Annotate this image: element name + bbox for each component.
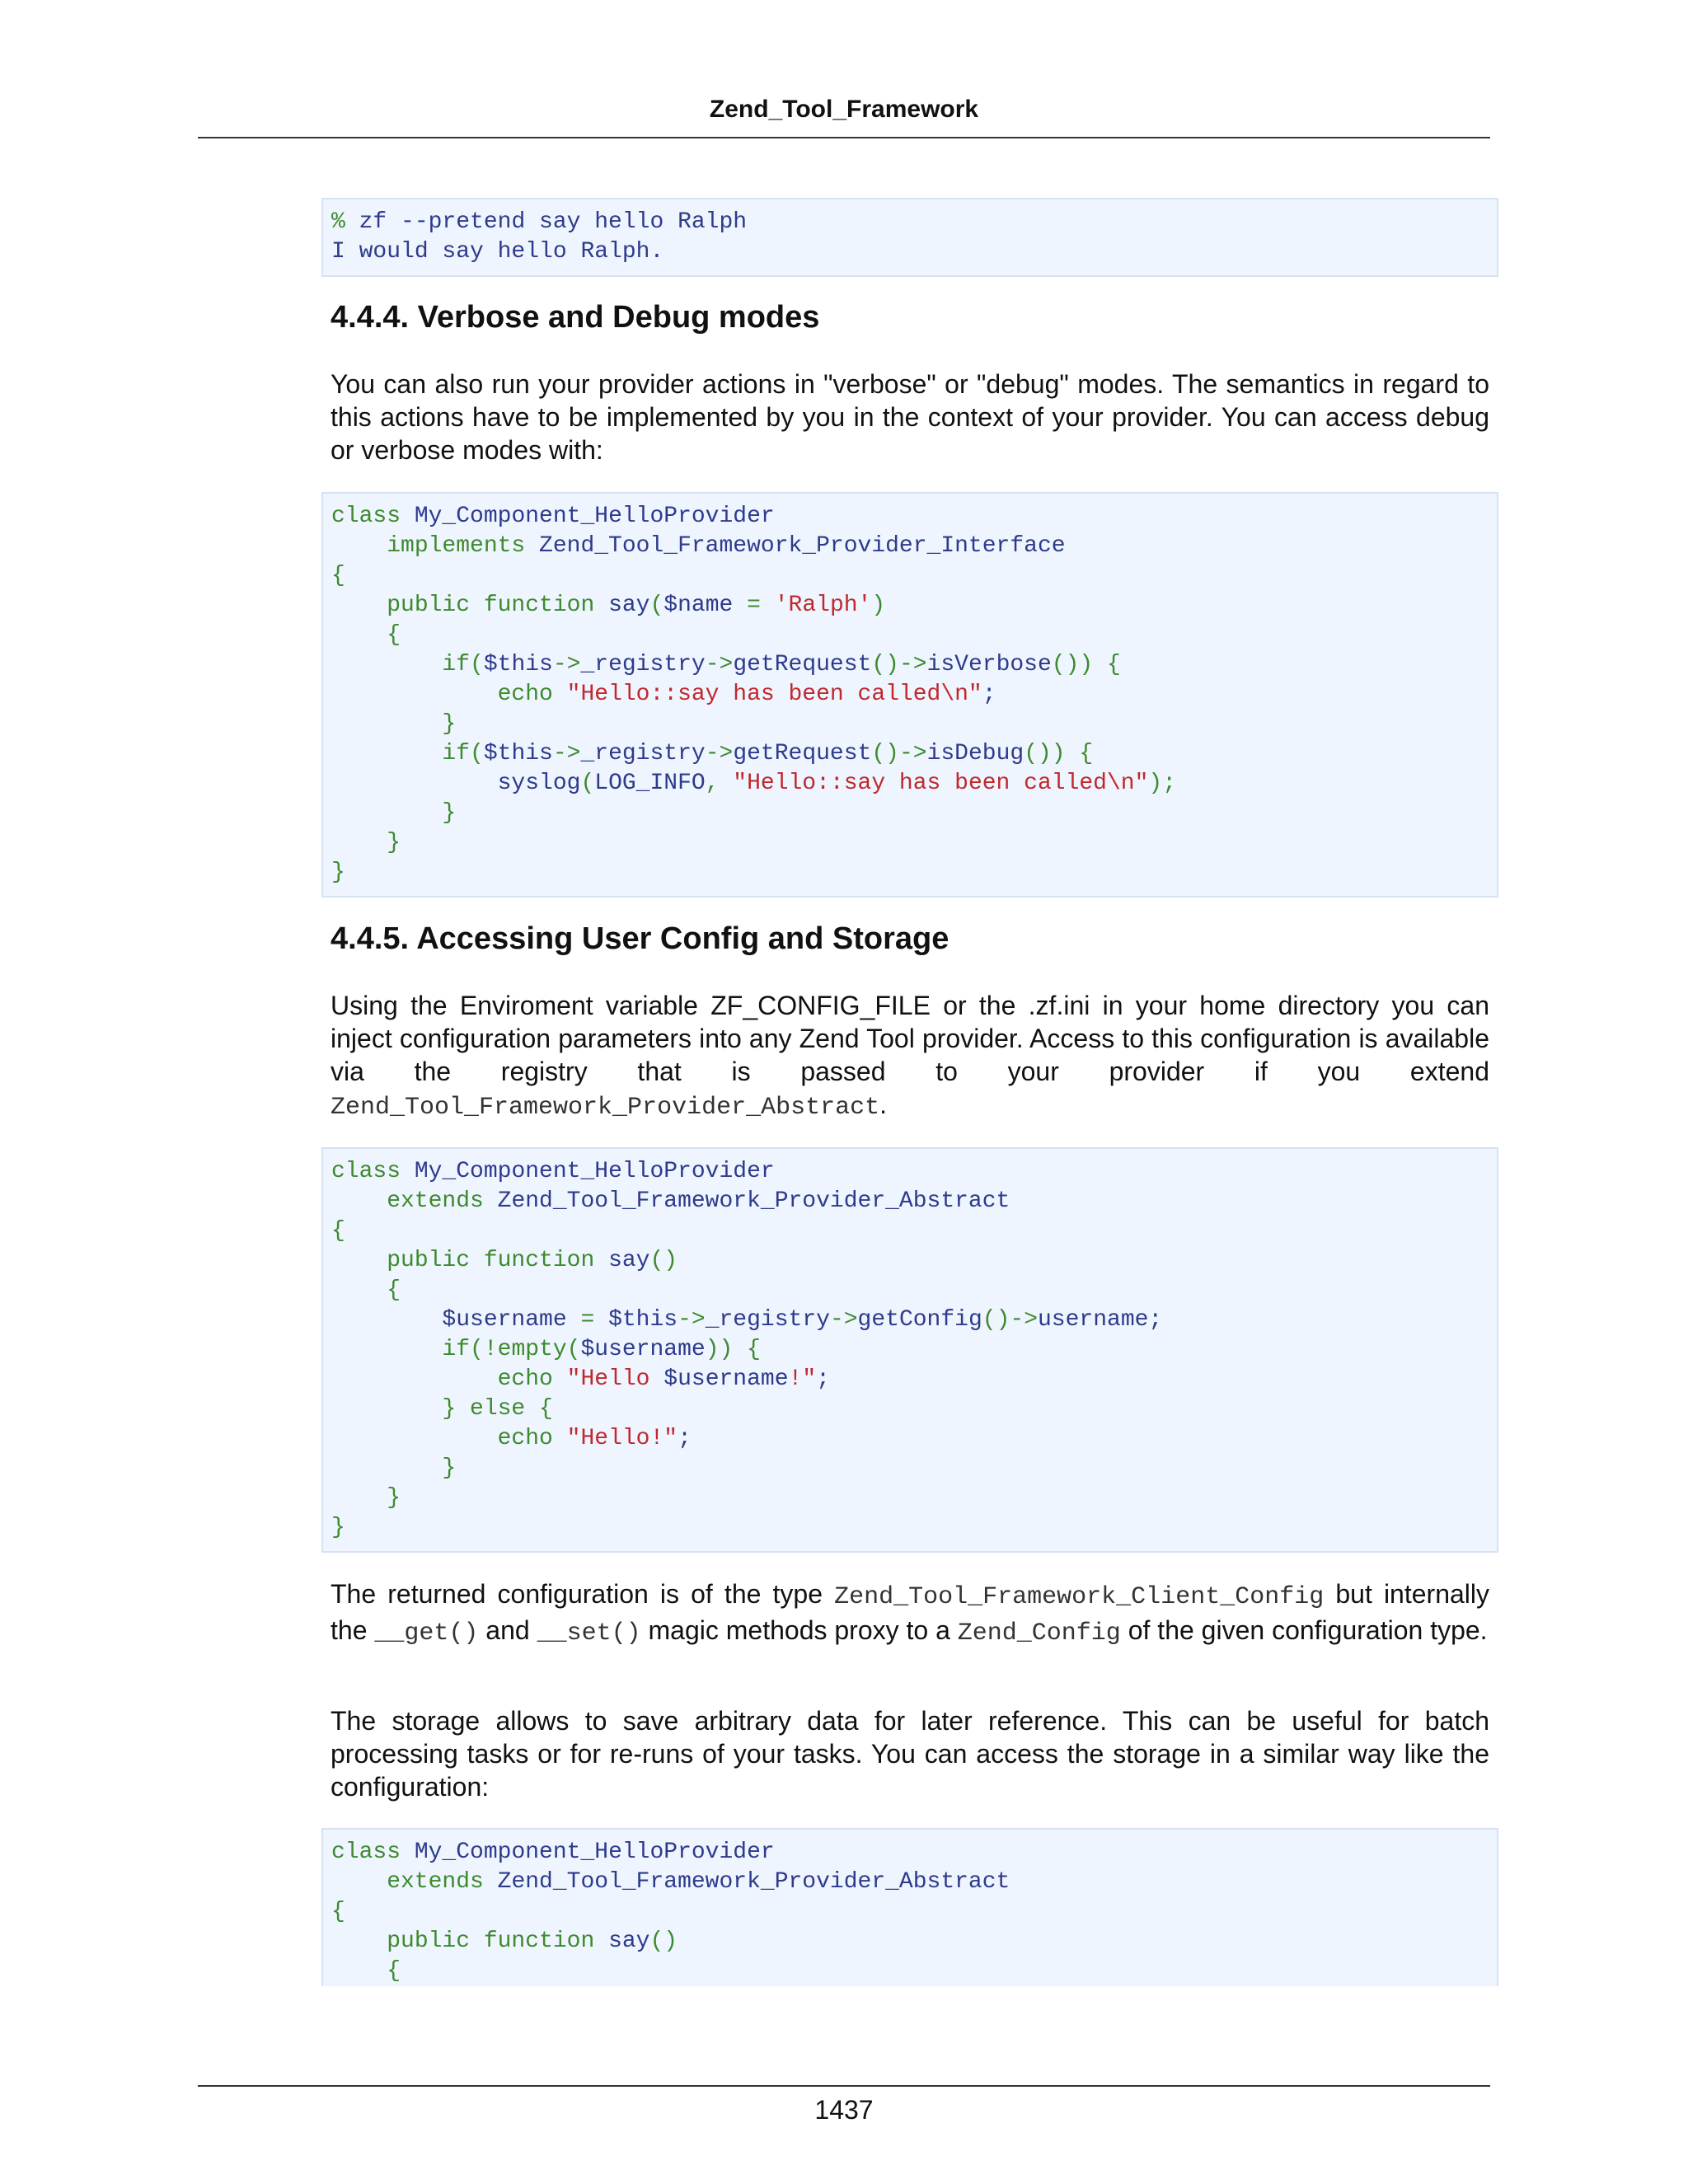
paragraph-storage: The storage allows to save arbitrary data for later reference. This can be useful for batch processing tasks or for re-runs of your tasks. You can access the storage in a similar way like the configuration: bbox=[331, 1706, 1489, 1802]
code-token: empty bbox=[497, 1337, 567, 1362]
code-token: LOG_INFO bbox=[594, 771, 706, 796]
code-token: Zend_Tool_Framework_Provider_Interface bbox=[539, 533, 1066, 559]
code-token: { bbox=[331, 1899, 345, 1924]
code-token: public function bbox=[331, 1248, 609, 1273]
code-block-verbose-debug bbox=[321, 492, 1498, 898]
paragraph-user-config-end: . bbox=[879, 1090, 887, 1119]
code-block-pretend bbox=[321, 198, 1498, 277]
code-token: _registry bbox=[580, 652, 706, 677]
code-token: } else { bbox=[331, 1396, 553, 1422]
inline-code-provider-abstract: Zend_Tool_Framework_Provider_Abstract bbox=[331, 1094, 880, 1122]
code-token: } bbox=[331, 1485, 401, 1511]
code-line bbox=[331, 1246, 1489, 1276]
code-token: { bbox=[331, 1958, 401, 1984]
code-line bbox=[331, 1897, 1489, 1927]
code-token: ()-> bbox=[982, 1307, 1038, 1333]
section-heading-verbose-debug: 4.4.4. Verbose and Debug modes bbox=[331, 300, 820, 335]
code-token: ; bbox=[982, 682, 996, 707]
code-token: isVerbose bbox=[926, 652, 1052, 677]
code-block-user-config bbox=[321, 1147, 1498, 1553]
code-token: public function bbox=[331, 1929, 609, 1954]
code-token: } bbox=[331, 1515, 345, 1540]
code-token: = bbox=[566, 1307, 609, 1333]
code-token: getRequest bbox=[733, 652, 872, 677]
code-token: getRequest bbox=[733, 741, 872, 766]
code-line bbox=[331, 1157, 1489, 1187]
paragraph-returned-config-text-5: of the given configuration type. bbox=[1120, 1615, 1488, 1645]
code-token: $username bbox=[331, 1307, 567, 1333]
code-line bbox=[331, 769, 1489, 799]
code-token: ; bbox=[678, 1426, 692, 1451]
code-token: class bbox=[331, 1840, 415, 1865]
code-line bbox=[331, 680, 1489, 710]
code-token: "Hello bbox=[566, 1366, 664, 1392]
page-number: 1437 bbox=[814, 2095, 874, 2125]
code-token: $this bbox=[483, 741, 553, 766]
code-line bbox=[331, 828, 1489, 858]
code-token: { bbox=[331, 1277, 401, 1303]
code-token: extends bbox=[331, 1869, 498, 1895]
code-token: ()) { bbox=[1024, 741, 1094, 766]
code-token: getConfig bbox=[857, 1307, 982, 1333]
code-line bbox=[331, 799, 1489, 828]
code-token: ()-> bbox=[871, 741, 927, 766]
code-token: if(! bbox=[331, 1337, 498, 1362]
code-line bbox=[331, 1868, 1489, 1897]
code-line bbox=[331, 1424, 1489, 1454]
paragraph-user-config bbox=[331, 989, 1489, 1124]
code-token: implements bbox=[331, 533, 540, 559]
code-token: -> bbox=[678, 1307, 706, 1333]
running-header-title: Zend_Tool_Framework bbox=[709, 96, 979, 123]
code-token: { bbox=[331, 622, 401, 648]
code-token: $this bbox=[483, 652, 553, 677]
code-token: , bbox=[705, 771, 734, 796]
code-token: class bbox=[331, 1159, 415, 1184]
code-token: { bbox=[331, 563, 345, 588]
inline-code-client-config: Zend_Tool_Framework_Client_Config bbox=[834, 1583, 1325, 1611]
code-token: Zend_Tool_Framework_Provider_Abstract bbox=[497, 1869, 1010, 1895]
code-token: -> bbox=[705, 652, 734, 677]
code-line bbox=[331, 502, 1489, 532]
code-token: class bbox=[331, 504, 415, 529]
code-token: public function bbox=[331, 593, 609, 618]
code-block-storage bbox=[321, 1828, 1498, 1986]
code-token: { bbox=[331, 1218, 345, 1244]
paragraph-user-config-text: Using the Enviroment variable ZF_CONFIG_FILE or the .zf.ini in your home directory you can inject configuration parameters into any Zend Tool provider. Access to this configuration is available via the registry that is passed to your provider if you extend bbox=[331, 991, 1489, 1086]
header-rule bbox=[198, 137, 1490, 138]
code-token: ( bbox=[580, 771, 595, 796]
paragraph-returned-config-text-4: magic methods proxy to a bbox=[640, 1615, 958, 1645]
code-token: ) bbox=[871, 593, 886, 618]
code-token: $username bbox=[663, 1366, 789, 1392]
code-token: echo bbox=[331, 1366, 567, 1392]
code-token: _registry bbox=[705, 1307, 830, 1333]
code-token: ()) { bbox=[1051, 652, 1121, 677]
code-token: ()-> bbox=[871, 652, 927, 677]
paragraph-returned-config bbox=[331, 1577, 1489, 1650]
code-line bbox=[331, 532, 1489, 561]
code-token: ( bbox=[566, 1337, 581, 1362]
inline-code-get: __get() bbox=[374, 1619, 479, 1647]
code-token: syslog bbox=[331, 771, 581, 796]
code-token: ); bbox=[1148, 771, 1176, 796]
code-token: My_Component_HelloProvider bbox=[414, 1159, 775, 1184]
code-token: $username bbox=[580, 1337, 706, 1362]
code-token: "Hello::say has been called\n" bbox=[733, 771, 1149, 796]
code-line bbox=[331, 561, 1489, 591]
code-token: $this bbox=[608, 1307, 678, 1333]
code-line bbox=[331, 858, 1489, 888]
code-token: -> bbox=[552, 741, 581, 766]
code-line bbox=[331, 1365, 1489, 1394]
code-token: } bbox=[331, 860, 345, 885]
code-token: _registry bbox=[580, 741, 706, 766]
code-token: = bbox=[733, 593, 775, 618]
code-token: } bbox=[331, 1455, 457, 1481]
code-line bbox=[331, 208, 1489, 237]
code-token: isDebug bbox=[926, 741, 1025, 766]
inline-code-zend-config: Zend_Config bbox=[957, 1619, 1121, 1647]
code-line bbox=[331, 1454, 1489, 1483]
code-token: zf --pretend say hello Ralph bbox=[359, 209, 748, 235]
code-token: )) { bbox=[705, 1337, 761, 1362]
paragraph-returned-config-text-1: The returned configuration is of the type bbox=[331, 1579, 835, 1609]
code-token: say bbox=[608, 593, 650, 618]
code-token: My_Component_HelloProvider bbox=[414, 504, 775, 529]
code-token: } bbox=[331, 711, 457, 737]
paragraph-returned-config-text-3: and bbox=[478, 1615, 537, 1645]
code-token: } bbox=[331, 800, 457, 826]
code-line bbox=[331, 710, 1489, 739]
code-token: $name bbox=[663, 593, 734, 618]
code-line bbox=[331, 1335, 1489, 1365]
code-token: My_Component_HelloProvider bbox=[414, 1840, 775, 1865]
code-line bbox=[331, 1838, 1489, 1868]
code-line bbox=[331, 1394, 1489, 1424]
code-token: "Hello!" bbox=[566, 1426, 678, 1451]
code-token: } bbox=[331, 830, 401, 855]
code-token: I would say hello Ralph. bbox=[331, 239, 664, 265]
code-token: -> bbox=[552, 652, 581, 677]
code-line bbox=[331, 1927, 1489, 1957]
code-token: username; bbox=[1038, 1307, 1163, 1333]
code-token: echo bbox=[331, 1426, 567, 1451]
code-token: say bbox=[608, 1929, 650, 1954]
code-token: () bbox=[649, 1929, 678, 1954]
code-line bbox=[331, 237, 1489, 267]
code-line bbox=[331, 1187, 1489, 1216]
code-line bbox=[331, 621, 1489, 650]
code-token: !" bbox=[788, 1366, 817, 1392]
code-line bbox=[331, 1216, 1489, 1246]
code-line bbox=[331, 650, 1489, 680]
code-line bbox=[331, 1513, 1489, 1543]
code-token: Zend_Tool_Framework_Provider_Abstract bbox=[497, 1188, 1010, 1214]
footer-rule bbox=[198, 2085, 1490, 2087]
code-token: if( bbox=[331, 652, 484, 677]
code-line bbox=[331, 1957, 1489, 1986]
code-token: % bbox=[331, 209, 359, 235]
paragraph-returned-config-text-2: but internally the bbox=[331, 1579, 1490, 1645]
code-token: -> bbox=[829, 1307, 858, 1333]
code-line bbox=[331, 739, 1489, 769]
code-token: () bbox=[649, 1248, 678, 1273]
code-line bbox=[331, 1276, 1489, 1305]
inline-code-set: __set() bbox=[537, 1619, 641, 1647]
code-token: "Hello::say has been called\n" bbox=[566, 682, 982, 707]
section-heading-user-config: 4.4.5. Accessing User Config and Storage bbox=[331, 921, 950, 956]
code-token: 'Ralph' bbox=[774, 593, 872, 618]
paragraph-verbose-debug: You can also run your provider actions in "verbose" or "debug" modes. The semantics in regard to this actions have to be implemented by you in the context of your provider. You can access debug or verbose modes with: bbox=[331, 369, 1489, 465]
code-line bbox=[331, 1305, 1489, 1335]
code-token: ( bbox=[649, 593, 664, 618]
code-token: -> bbox=[705, 741, 734, 766]
code-line bbox=[331, 591, 1489, 621]
code-token: ; bbox=[816, 1366, 830, 1392]
code-line bbox=[331, 1483, 1489, 1513]
code-token: say bbox=[608, 1248, 650, 1273]
code-token: if( bbox=[331, 741, 484, 766]
code-token: extends bbox=[331, 1188, 498, 1214]
code-token: echo bbox=[331, 682, 567, 707]
